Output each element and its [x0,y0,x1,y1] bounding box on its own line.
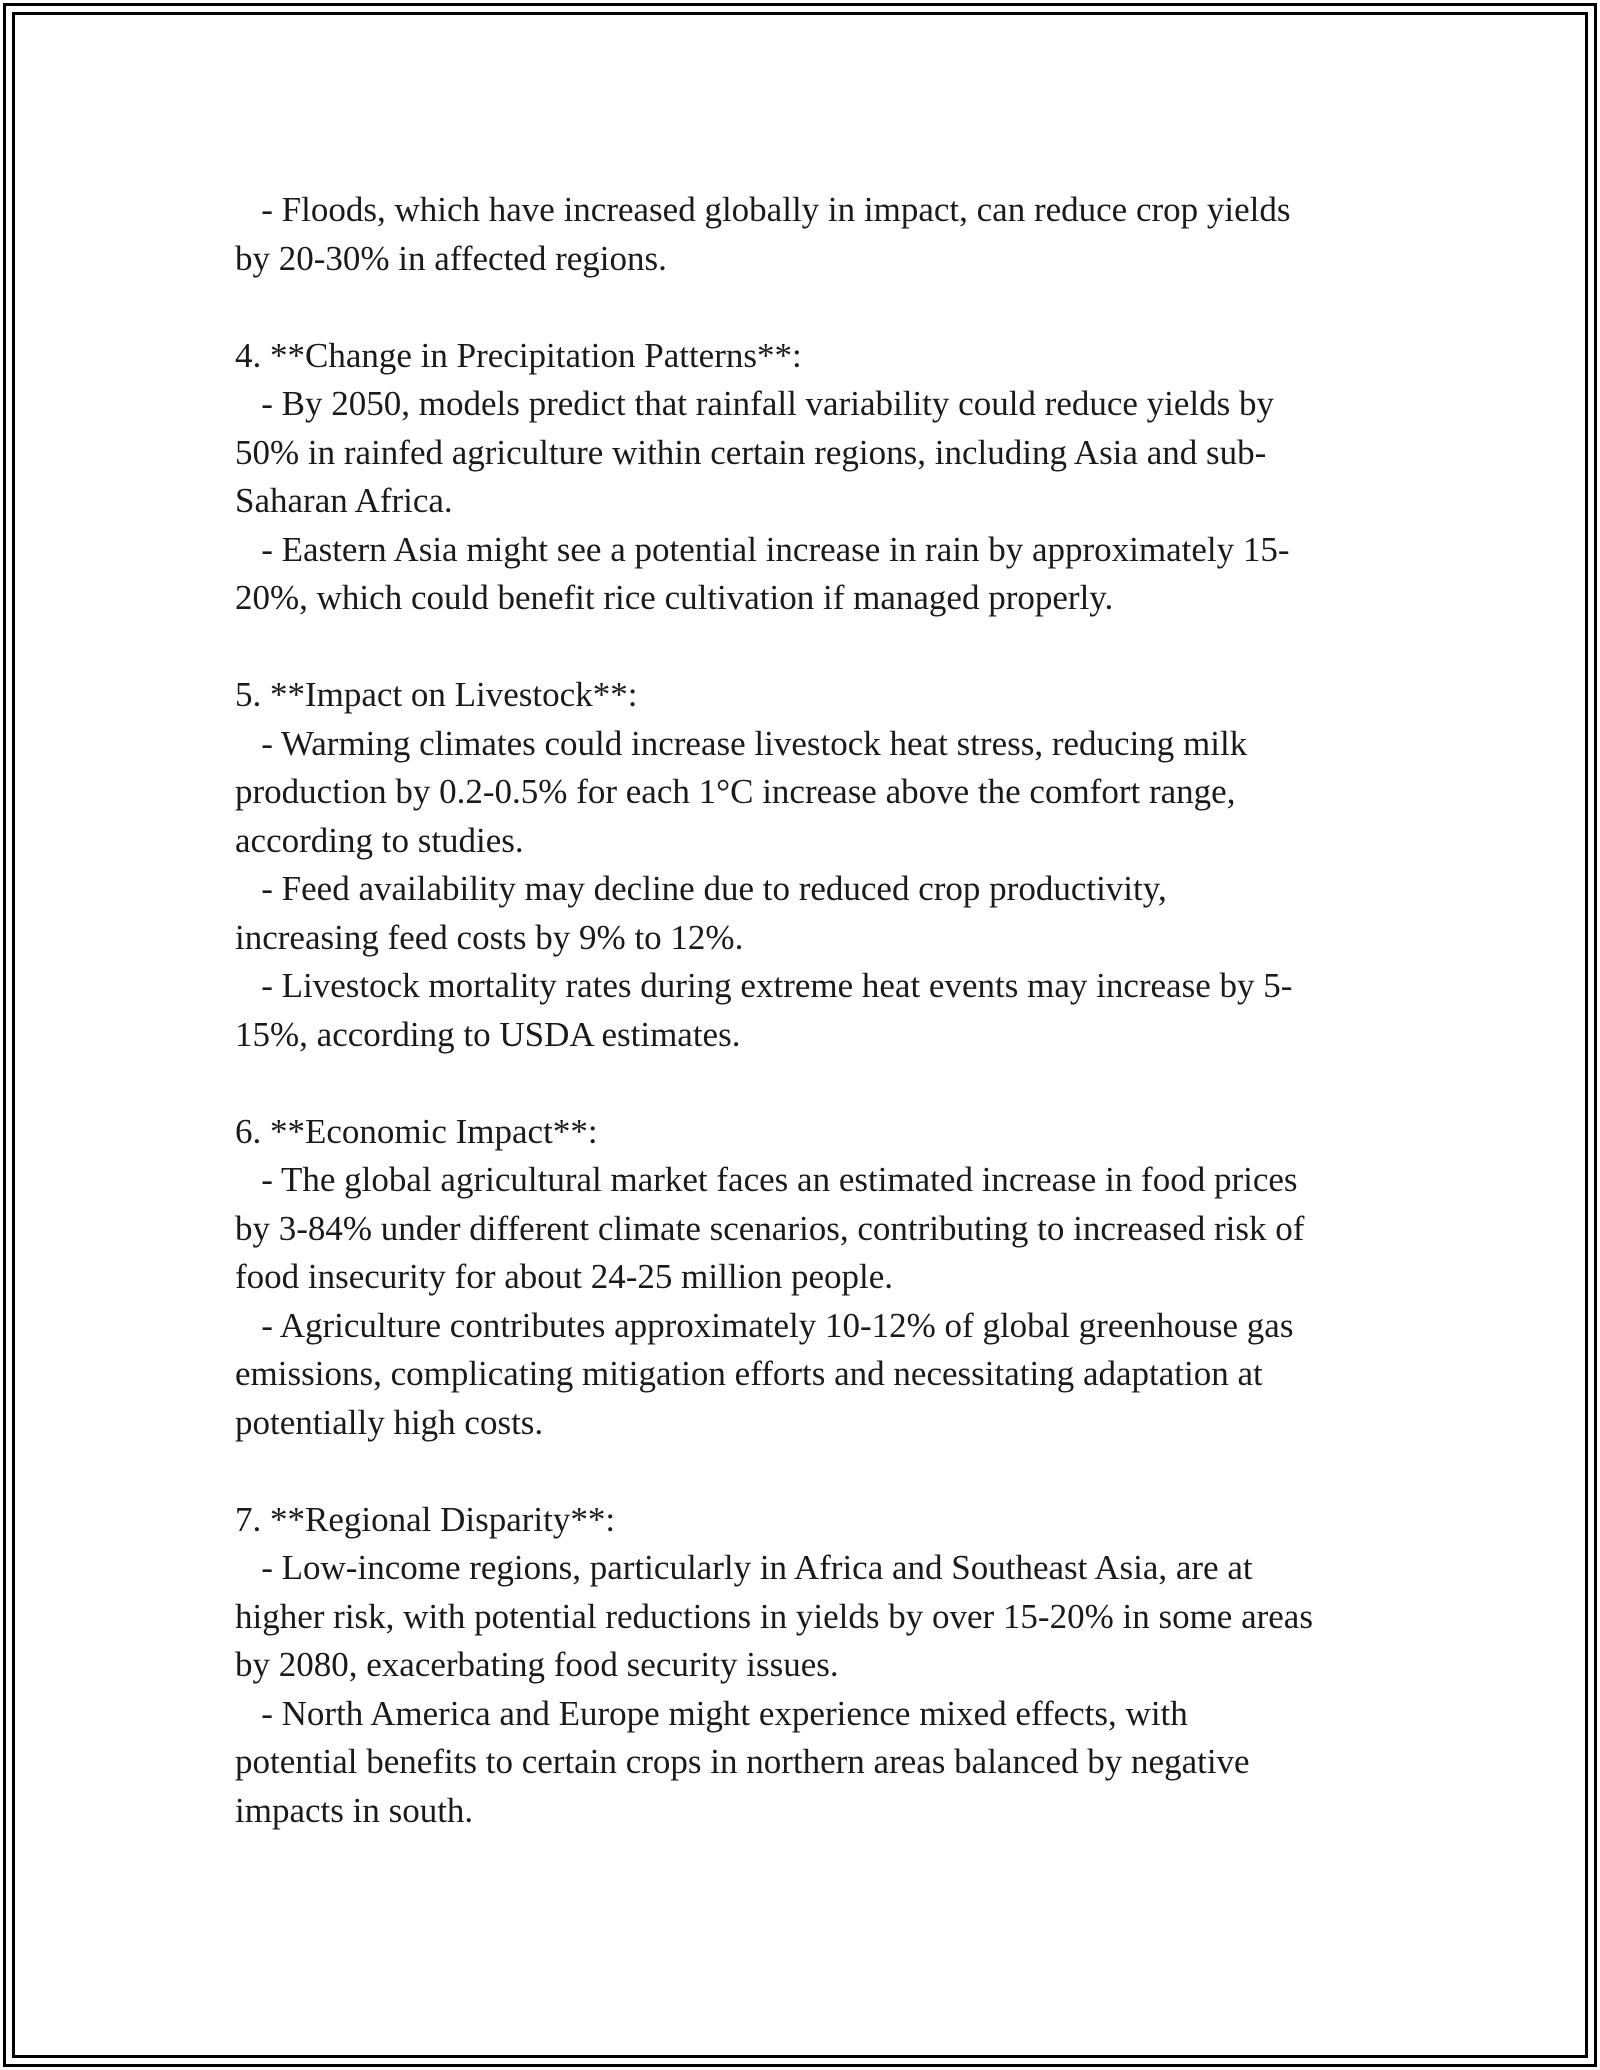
text-line: increasing feed costs by 9% to 12%. [235,917,744,957]
text-line: emissions, complicating mitigation efforts and necessitating adaptation at [235,1354,1263,1393]
text-line: - North America and Europe might experience mixed effects, with [235,1693,1188,1733]
text-line: impacts in south. [235,1790,474,1830]
text-line: - Warming climates could increase livestock heat stress, reducing milk [235,723,1248,763]
text-line: 50% in rainfed agriculture within certain regions, including Asia and sub- [235,432,1267,472]
text-line: by 20-30% in affected regions. [235,238,667,278]
text-line: - Feed availability may decline due to reduced crop productivity, [235,869,1167,908]
section-economic-impact [235,1108,1375,1448]
text-line: - Livestock mortality rates during extreme heat events may increase by 5- [235,966,1293,1005]
section-impact-on-livestock [235,671,1375,1059]
text-line: - Eastern Asia might see a potential increase in rain by approximately 15- [235,529,1290,569]
section-regional-disparity [235,1496,1375,1836]
section-precipitation-patterns [235,332,1375,623]
document-body [235,186,1375,1835]
paragraph-floods-continuation [235,186,1375,283]
text-line: - Low-income regions, particularly in Africa and Southeast Asia, are at [235,1548,1253,1587]
section-heading: 4. **Change in Precipitation Patterns**: [235,335,802,375]
text-line: - Floods, which have increased globally in impact, can reduce crop yields [235,190,1291,229]
text-line: food insecurity for about 24-25 million people. [235,1257,894,1296]
section-heading: 6. **Economic Impact**: [235,1111,598,1151]
text-line: 20%, which could benefit rice cultivation if managed properly. [235,578,1114,617]
text-line: - The global agricultural market faces an estimated increase in food prices [235,1160,1298,1199]
text-line: - By 2050, models predict that rainfall variability could reduce yields by [235,384,1275,423]
section-heading: 5. **Impact on Livestock**: [235,675,638,714]
section-heading: 7. **Regional Disparity**: [235,1499,616,1539]
text-line: higher risk, with potential reductions in yields by over 15-20% in some areas [235,1596,1313,1636]
text-line: by 3-84% under different climate scenarios, contributing to increased risk of [235,1208,1305,1248]
text-line: Saharan Africa. [235,481,453,520]
text-line: by 2080, exacerbating food security issues. [235,1645,839,1684]
text-line: potential benefits to certain crops in northern areas balanced by negative [235,1742,1250,1781]
text-line: 15%, according to USDA estimates. [235,1014,741,1054]
text-line: production by 0.2-0.5% for each 1°C increase above the comfort range, [235,772,1236,811]
text-line: according to studies. [235,820,524,860]
text-line: potentially high costs. [235,1402,544,1442]
text-line: - Agriculture contributes approximately 10-12% of global greenhouse gas [235,1305,1294,1345]
